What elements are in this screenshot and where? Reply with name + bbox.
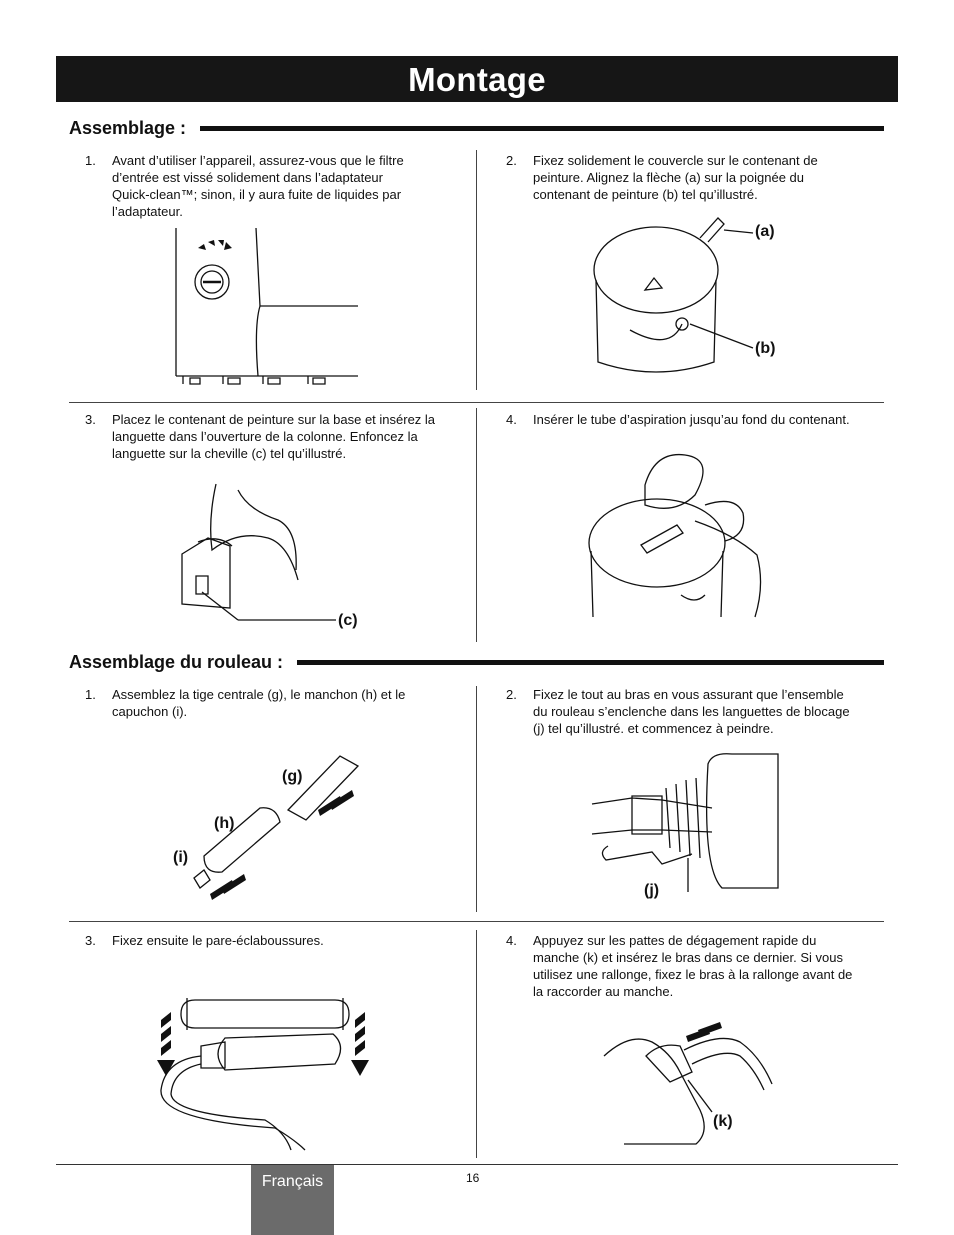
- step-number: 4.: [506, 933, 517, 948]
- filter-adapter-illustration: [168, 226, 363, 386]
- callout-c: (c): [338, 612, 358, 629]
- splash-guard-illustration: [155, 990, 385, 1150]
- column-divider: [476, 150, 477, 390]
- step-number: 3.: [85, 933, 96, 948]
- step-text-line: l’adaptateur.: [112, 204, 183, 219]
- callout-i: (i): [173, 849, 189, 866]
- step-text-line: utilisez une rallonge, fixez le bras à la rallonge avant de: [533, 967, 853, 982]
- handle-release-illustration: [600, 1012, 775, 1147]
- step-number: 1.: [85, 687, 96, 702]
- row-divider: [69, 921, 884, 922]
- paint-container-lid-illustration: [590, 212, 755, 372]
- roller-arm-locking-illustration: [592, 748, 782, 898]
- step-text-line: Insérer le tube d’aspiration jusqu’au fond du contenant.: [533, 412, 850, 427]
- callout-j: (j): [644, 882, 660, 899]
- step-text-line: Fixez le tout au bras en vous assurant que l’ensemble: [533, 687, 844, 702]
- suction-tube-illustration: [585, 445, 770, 620]
- section-heading-label: Assemblage :: [69, 117, 187, 138]
- heading-rule: [297, 660, 884, 665]
- row-divider: [69, 402, 884, 403]
- callout-b: (b): [755, 340, 776, 357]
- step-text-line: Placez le contenant de peinture sur la base et insérez la: [112, 412, 436, 427]
- step-text-line: capuchon (i).: [112, 704, 188, 719]
- step-text-line: Fixez ensuite le pare-éclaboussures.: [112, 933, 324, 948]
- section-heading-assemblage: [69, 117, 884, 139]
- step-text-line: du rouleau s’enclenche dans les languettes de blocage: [533, 704, 850, 719]
- footer-rule: [56, 1164, 898, 1165]
- step-number: 4.: [506, 412, 517, 427]
- step-text-line: languette dans l’ouverture de la colonne. Enfoncez la: [112, 429, 418, 444]
- step-number: 2.: [506, 687, 517, 702]
- language-tab: Français: [251, 1165, 334, 1235]
- column-divider: [476, 930, 477, 1158]
- step-number: 2.: [506, 153, 517, 168]
- step-text-line: d’entrée est vissé solidement dans l’adaptateur: [112, 170, 383, 185]
- step-text-line: Avant d’utiliser l’appareil, assurez-vous que le filtre: [112, 153, 404, 168]
- step-text-line: peinture. Alignez la flèche (a) sur la poignée du: [533, 170, 805, 185]
- page-number: 16: [466, 1171, 480, 1185]
- column-divider: [476, 686, 477, 912]
- step-text-line: contenant de peinture (b) tel qu’illustré.: [533, 187, 758, 202]
- step-text-line: Quick-clean™; sinon, il y aura fuite de liquides par: [112, 187, 402, 202]
- callout-a: (a): [755, 223, 775, 240]
- section-heading-label: Assemblage du rouleau :: [69, 651, 284, 672]
- step-text-line: Fixez solidement le couvercle sur le contenant de: [533, 153, 818, 168]
- container-tab-peg-illustration: [178, 480, 338, 625]
- callout-g: (g): [282, 768, 303, 785]
- step-number: 1.: [85, 153, 96, 168]
- step-text-line: la raccorder au manche.: [533, 984, 674, 999]
- step-text-line: Appuyez sur les pattes de dégagement rapide du: [533, 933, 817, 948]
- callout-h: (h): [214, 815, 235, 832]
- page-title: Montage: [56, 56, 898, 102]
- column-divider: [476, 408, 477, 642]
- heading-rule: [200, 126, 884, 131]
- step-text-line: languette sur la cheville (c) tel qu’illustré.: [112, 446, 347, 461]
- section-heading-assemblage-rouleau: [69, 651, 884, 673]
- step-text-line: (j) tel qu’illustré. et commencez à peindre.: [533, 721, 774, 736]
- step-text-line: manche (k) et insérez le bras dans ce dernier. Si vous: [533, 950, 843, 965]
- step-text-line: Assemblez la tige centrale (g), le manchon (h) et le: [112, 687, 406, 702]
- step-number: 3.: [85, 412, 96, 427]
- callout-k: (k): [713, 1113, 733, 1130]
